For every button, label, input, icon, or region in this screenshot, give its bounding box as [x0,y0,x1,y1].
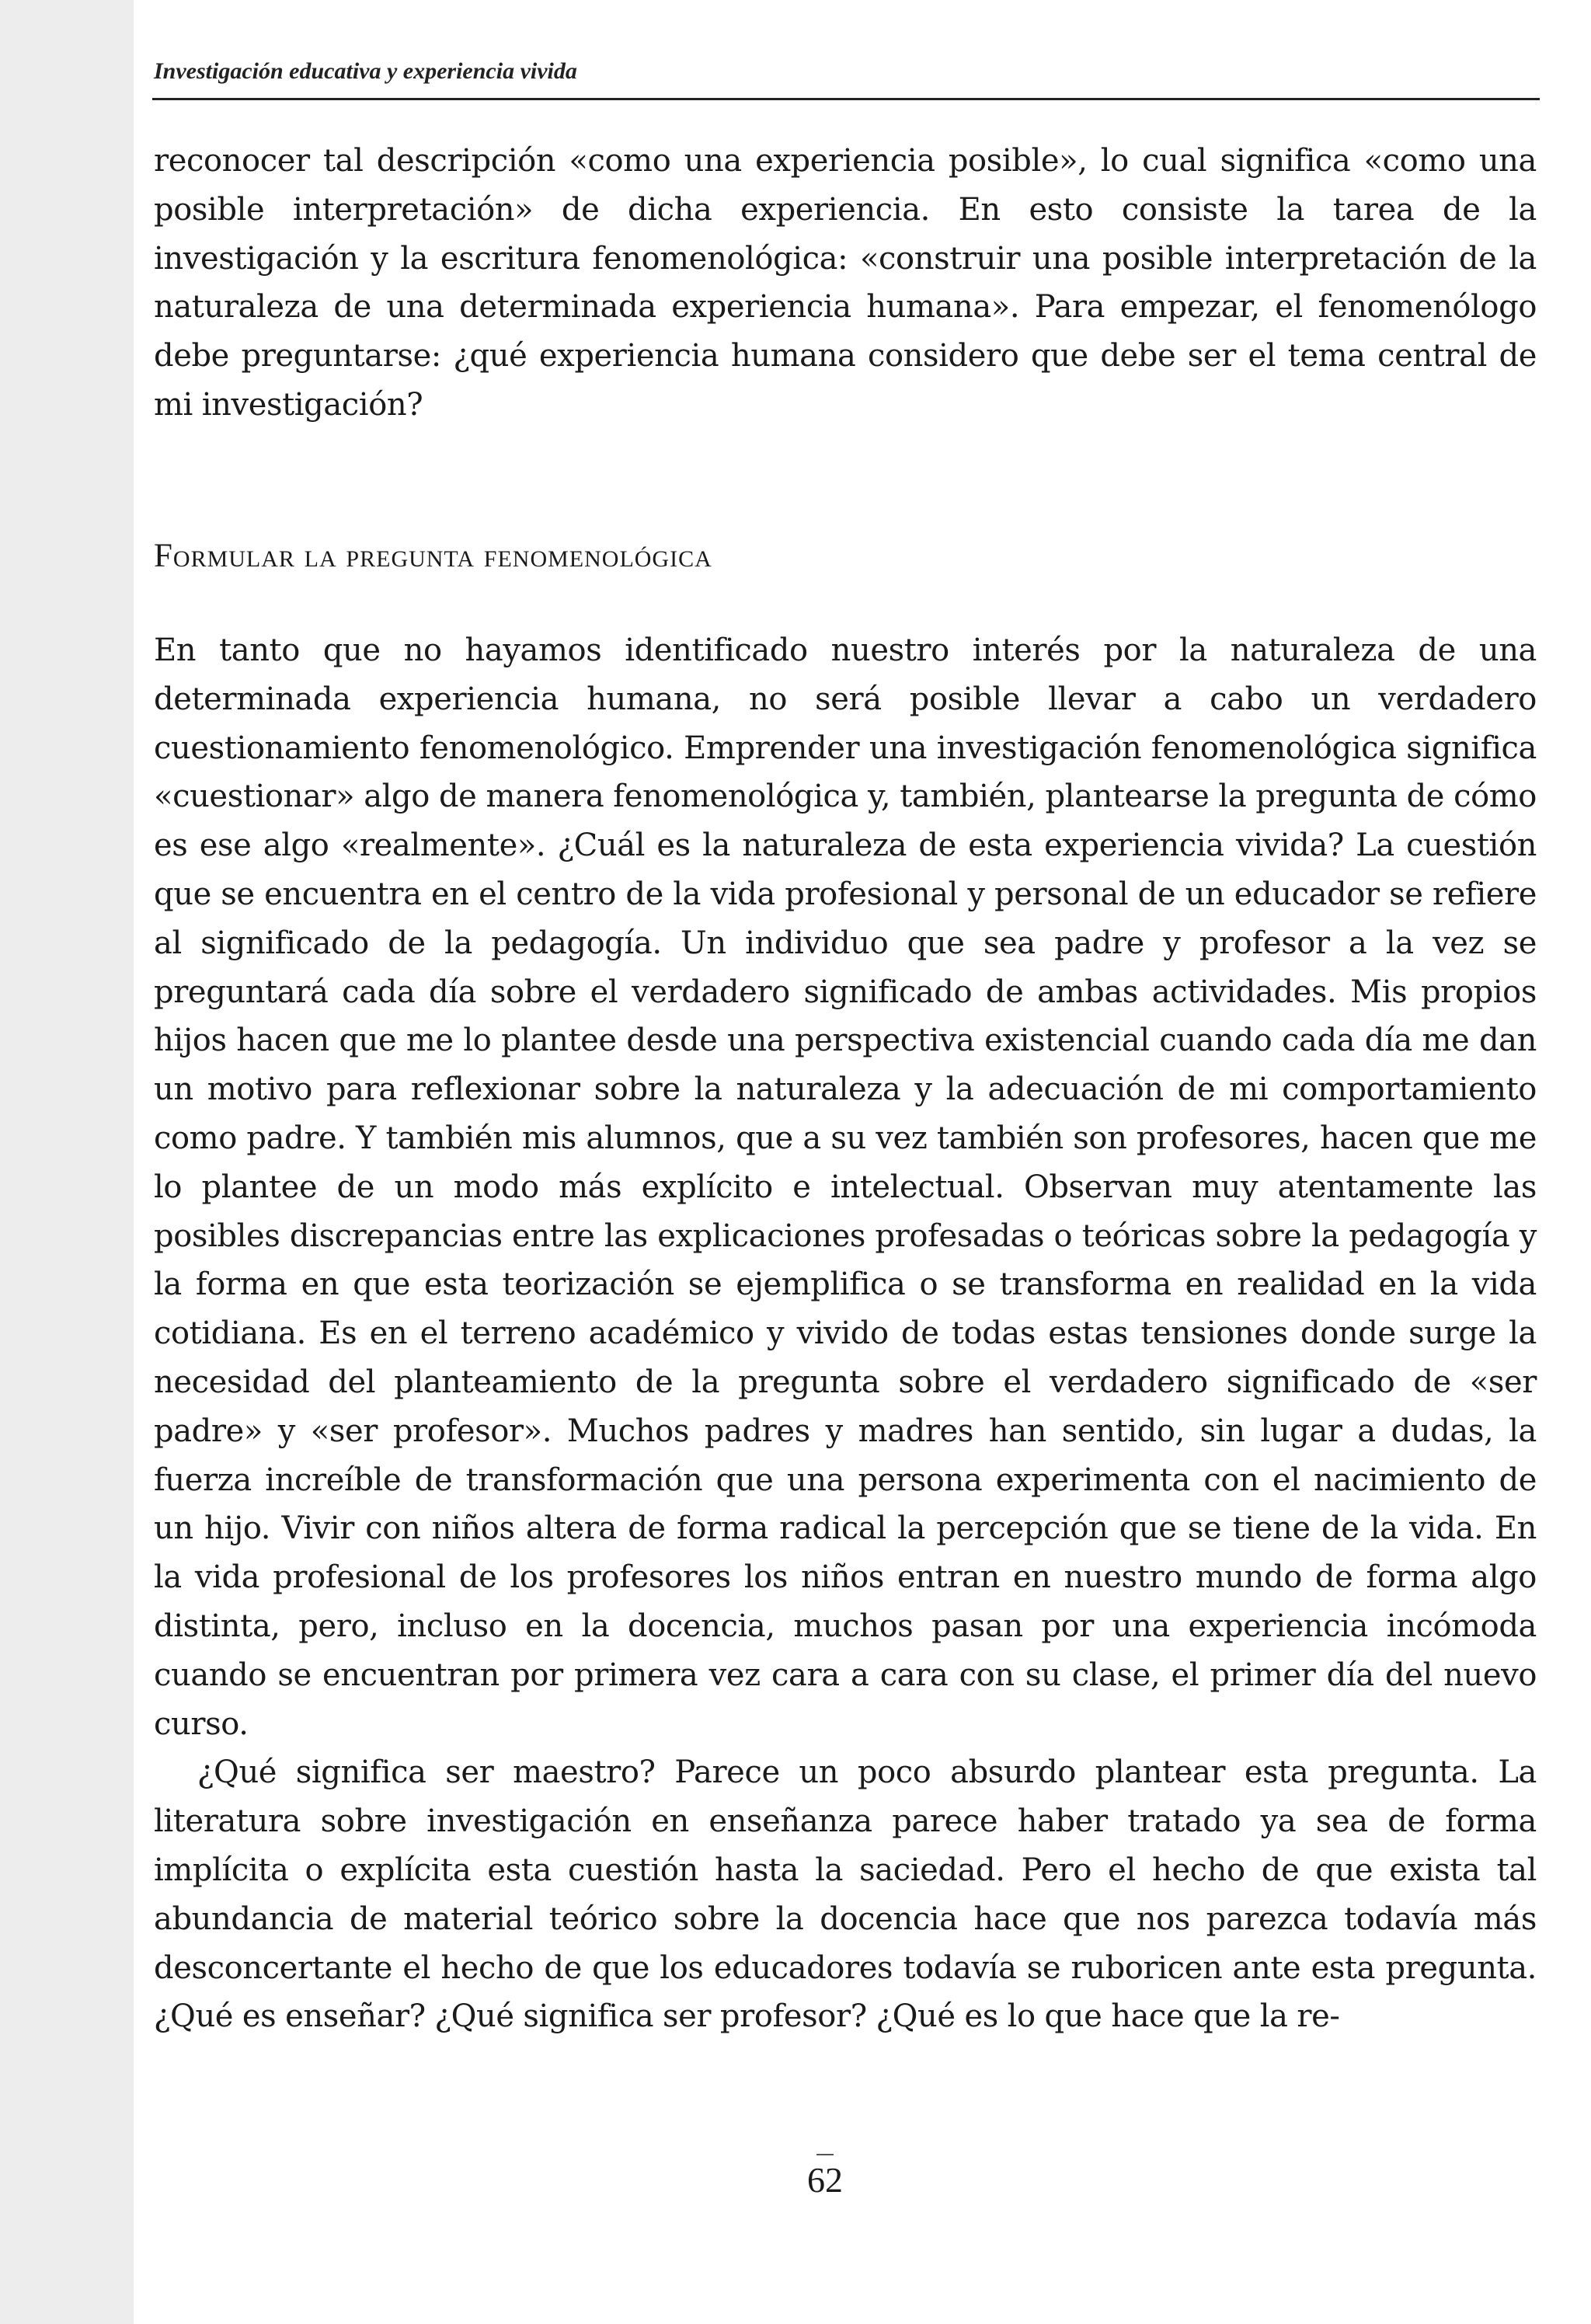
page-number: 62 [807,2160,843,2200]
scan-margin [0,0,134,2324]
running-header: Investigación educativa y experiencia vivida [154,58,577,84]
intro-paragraph: reconocer tal descripción «como una experiencia posible», lo cual significa «como una posible interpretación» de dicha experiencia. En esto consiste la tarea de la investigación y la escritura fenomenológica: «construir una posible interpretación de la naturaleza de una determinada experiencia humana». Para empezar, el fenomenólogo debe preguntarse: ¿qué experiencia humana considero que debe ser el tema central de mi investigación? [154,143,1537,423]
folio-mark [816,2154,834,2155]
body-paragraph-2: ¿Qué significa ser maestro? Parece un poco absurdo plantear esta pregunta. La literatura sobre investigación en enseñanza parece haber tratado ya sea de forma implícita o explícita esta cuestión hasta la saciedad. Pero el hecho de que exista tal abundancia de material teórico sobre la docencia hace que nos parezca todavía más desconcertante el hecho de que los educadores todavía se ruboricen ante esta pregunta. ¿Qué es enseñar? ¿Qué significa ser profesor? ¿Qué es lo que hace que la re- [154,1754,1537,2035]
body-paragraph-1: En tanto que no hayamos identificado nuestro interés por la naturaleza de una determinada experiencia humana, no será posible llevar a cabo un verdadero cuestionamiento fenomenológico. Emprender una investigación fenomenológica significa «cuestionar» algo de manera fenomenológica y, también, plantearse la pregunta de cómo es ese algo «realmente». ¿Cuál es la naturaleza de esta experiencia vivida? La cuestión que se encuentra en el centro de la vida profesional y personal de un educador se refiere al significado de la pedagogía. Un individuo que sea padre y profesor a la vez se preguntará cada día sobre el verdadero significado de ambas actividades. Mis propios hijos hacen que me lo plantee desde una perspectiva existencial cuando cada día me dan un motivo para reflexionar sobre la naturaleza y la adecuación de mi comportamiento como padre. Y también mis alumnos, que a su vez también son profesores, hacen que me lo plantee de un modo más explícito e intelectual. Observan muy atentamente las posibles discrepancias entre las explicaciones profesadas o teóricas sobre la pedagogía y la forma en que esta teorización se ejemplifica o se transforma en realidad en la vida cotidiana. Es en el terreno académico y vivido de todas estas tensiones donde surge la necesidad del planteamiento de la pregunta sobre el verdadero significado de «ser padre» y «ser profesor». Muchos padres y madres han sentido, sin lugar a dudas, la fuerza increíble de transformación que una persona experimenta con el nacimiento de un hijo. Vivir con niños altera de forma radical la percepción que se tiene de la vida. En la vida profesional de los profesores los niños entran en nuestro mundo de forma algo distinta, pero, incluso en la docencia, muchos pasan por una experiencia incómoda cuando se encuentran por primera vez cara a cara con su clase, el primer día del nuevo curso. [154,632,1537,1742]
section-heading: Formular la pregunta fenomenológica [154,538,712,574]
section-body [154,626,1537,2041]
header-rule [152,98,1540,100]
intro-text [154,137,1537,430]
book-page [134,0,1591,2324]
